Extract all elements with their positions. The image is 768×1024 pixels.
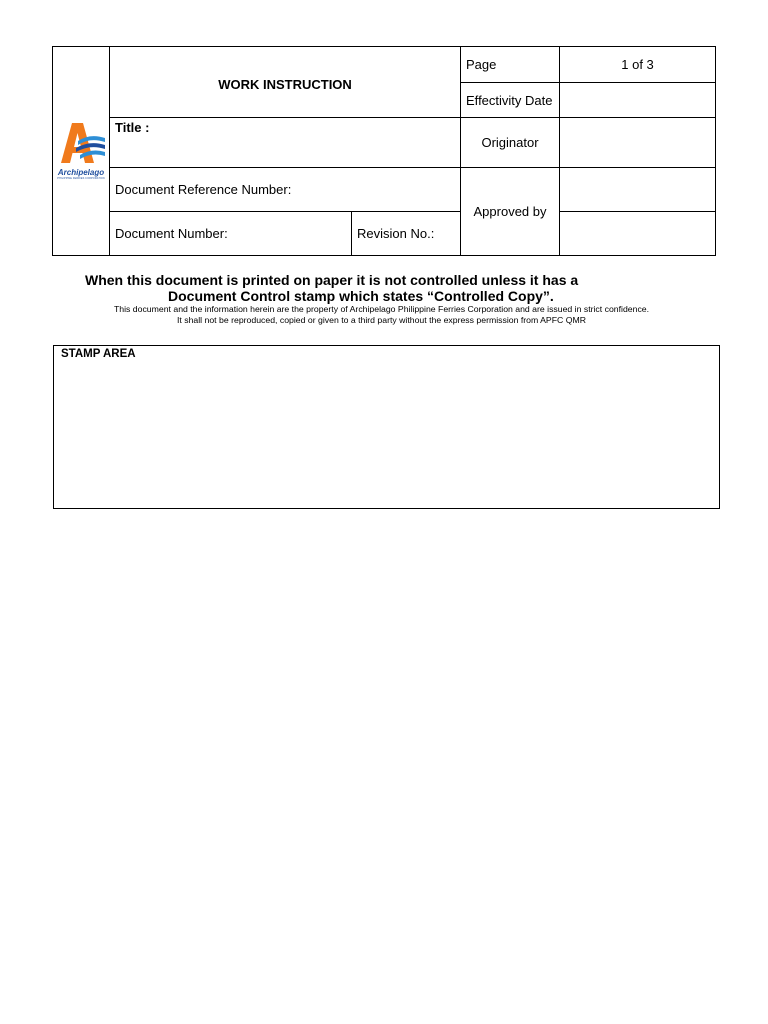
confidentiality-line-1: This document and the information herein are the property of Archipelago Philippine Ferries Corporation and are issued in strict confidence. — [113, 304, 650, 314]
control-notice — [0, 272, 768, 326]
approved-by-value-1 — [560, 168, 716, 212]
page-value: 1 of 3 — [560, 47, 716, 83]
logo-cell — [53, 47, 110, 256]
approved-by-value-2 — [560, 212, 716, 256]
logo-subtitle: PHILIPPINE FERRIES CORPORATION — [57, 176, 105, 180]
notice-line-1: When this document is printed on paper it is not controlled unless it has a — [85, 272, 579, 288]
notice-line-2: Document Control stamp which states “Controlled Copy”. — [168, 288, 554, 304]
confidentiality-line-2: It shall not be reproduced, copied or given to a third party without the express permission from APFC QMR — [177, 315, 586, 325]
revision-number-label: Revision No.: — [352, 212, 461, 256]
company-logo — [55, 121, 107, 180]
document-number-label: Document Number: — [110, 212, 352, 256]
stamp-area-label: STAMP AREA — [61, 348, 136, 360]
effectivity-date-value — [560, 83, 716, 118]
originator-value — [560, 118, 716, 168]
page-label: Page — [461, 47, 560, 83]
document-reference-number-label: Document Reference Number: — [110, 168, 461, 212]
document-type-title: WORK INSTRUCTION — [110, 47, 461, 118]
archipelago-a-wave-logo-icon — [56, 121, 106, 165]
stamp-area-box — [53, 345, 720, 509]
originator-label: Originator — [461, 118, 560, 168]
title-label: Title : — [110, 118, 461, 168]
effectivity-date-label: Effectivity Date — [461, 83, 560, 118]
logo-name: Archipelago — [57, 167, 105, 177]
document-header-table — [52, 46, 716, 256]
approved-by-label: Approved by — [461, 168, 560, 256]
